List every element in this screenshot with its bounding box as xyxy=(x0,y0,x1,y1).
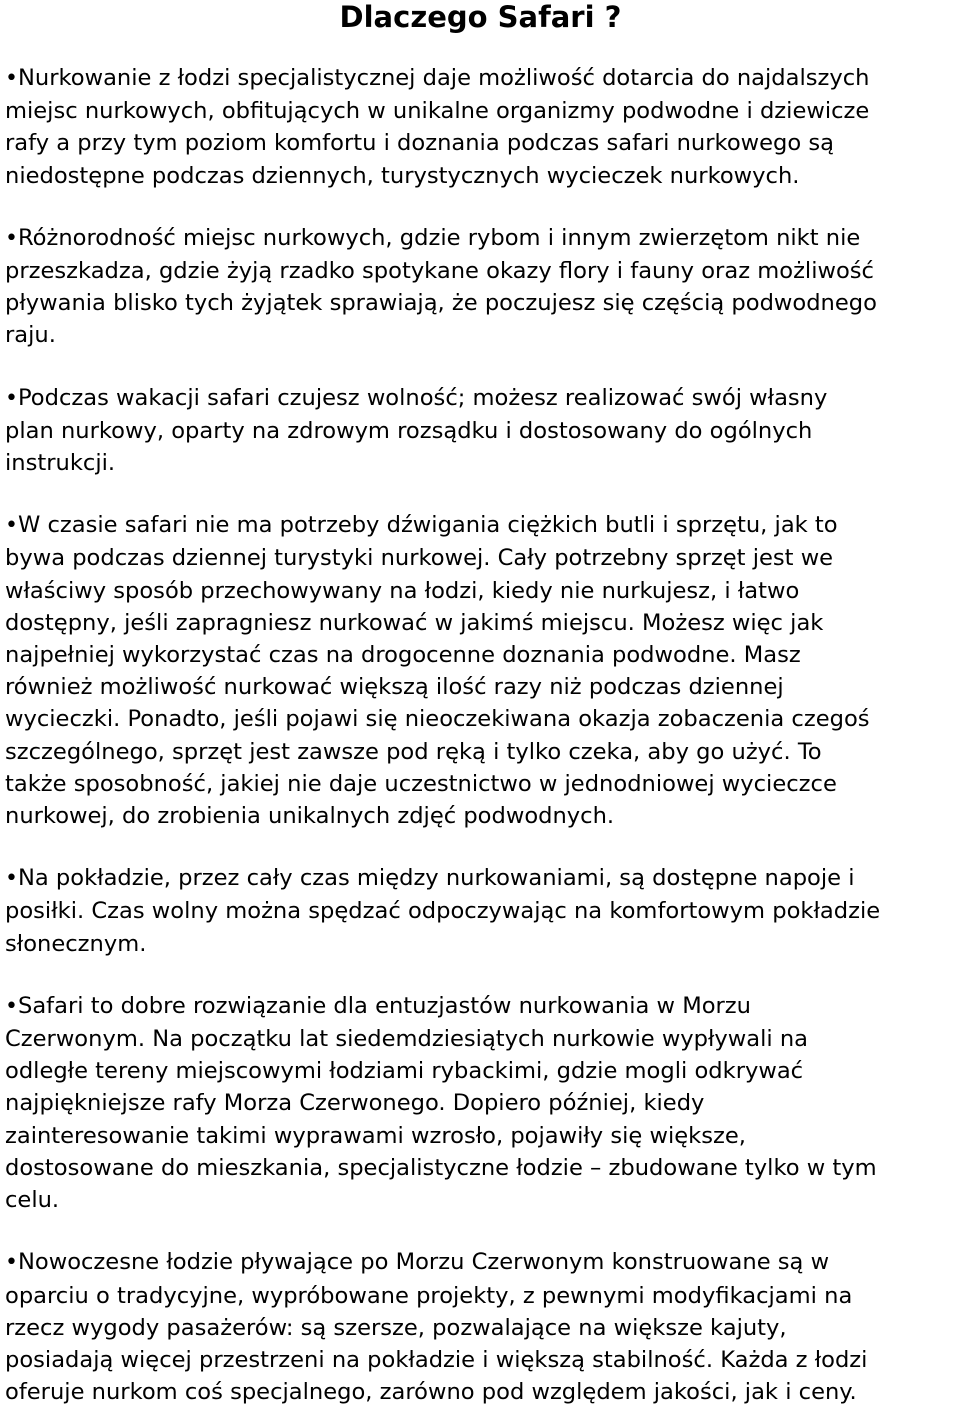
paragraph-line: pływania blisko tych żyjątek sprawiają, że poczujesz się częścią podwodnego xyxy=(5,290,877,317)
paragraph-1 xyxy=(5,62,956,192)
paragraph-6 xyxy=(5,990,956,1216)
paragraph-line: bywa podczas dziennej turystyki nurkowej. Cały potrzebny sprzęt jest we xyxy=(5,545,834,572)
paragraph-line: nurkowej, do zrobienia unikalnych zdjęć podwodnych. xyxy=(5,803,615,830)
page-title: Dlaczego Safari ? xyxy=(339,0,622,34)
paragraph-line: najpiękniejsze rafy Morza Czerwonego. Dopiero później, kiedy xyxy=(5,1090,705,1117)
paragraph-line: dostępny, jeśli zapragniesz nurkować w jakimś miejscu. Możesz więc jak xyxy=(5,609,824,636)
paragraph-line: oferuje nurkom coś specjalnego, zarówno pod względem jakości, jak i ceny. xyxy=(5,1379,857,1406)
paragraph-line: szczególnego, sprzęt jest zawsze pod ręką i tylko czeka, aby go użyć. To xyxy=(5,738,822,765)
paragraph-line: zainteresowanie takimi wyprawami wzrosło, pojawiły się większe, xyxy=(5,1122,746,1149)
paragraph-line: najpełniej wykorzystać czas na drogocenne doznania podwodne. Masz xyxy=(5,642,801,669)
bullet-glyph: • xyxy=(5,866,18,892)
paragraph-line: •Nowoczesne łodzie pływające po Morzu Czerwonym konstruowane są w xyxy=(5,1246,956,1279)
paragraph-line: posiadają więcej przestrzeni na pokładzie i większą stabilność. Każda z łodzi xyxy=(5,1346,868,1373)
bullet-glyph: • xyxy=(5,993,18,1019)
paragraph-line: miejsc nurkowych, obfitujących w unikalne organizmy podwodne i dziewicze xyxy=(5,98,870,125)
paragraph-line: Czerwonym. Na początku lat siedemdziesiątych nurkowie wypływali na xyxy=(5,1026,809,1053)
bullet-glyph: • xyxy=(5,385,18,411)
paragraph-line: przeszkadza, gdzie żyją rzadko spotykane okazy flory i fauny oraz możliwość xyxy=(5,258,874,285)
paragraph-line: •Różnorodność miejsc nurkowych, gdzie rybom i innym zwierzętom nikt nie xyxy=(5,222,956,255)
paragraph-line: instrukcji. xyxy=(5,450,116,477)
bullet-glyph: • xyxy=(5,66,18,91)
paragraph-line: rafy a przy tym poziom komfortu i doznania podczas safari nurkowego są xyxy=(5,130,834,157)
paragraph-line: słonecznym. xyxy=(5,930,147,957)
paragraph-2 xyxy=(5,222,956,352)
paragraph-line: również możliwość nurkować większą ilość razy niż podczas dziennej xyxy=(5,674,784,701)
paragraph-line: •Na pokładzie, przez cały czas między nurkowaniami, są dostępne napoje i xyxy=(5,862,956,895)
paragraph-line: odległe tereny miejscowymi łodziami rybackimi, gdzie mogli odkrywać xyxy=(5,1058,804,1085)
paragraph-line: oparciu o tradycyjne, wypróbowane projekty, z pewnymi modyfikacjami na xyxy=(5,1282,853,1309)
paragraph-line: posiłki. Czas wolny można spędzać odpoczywając na komfortowym pokładzie xyxy=(5,898,881,925)
paragraph-4 xyxy=(5,509,956,832)
paragraph-5 xyxy=(5,862,956,960)
paragraph-line: raju. xyxy=(5,322,56,349)
paragraph-line: plan nurkowy, oparty na zdrowym rozsądku i dostosowany do ogólnych xyxy=(5,417,813,444)
bullet-glyph: • xyxy=(5,1250,18,1276)
paragraph-3 xyxy=(5,382,956,480)
paragraph-line: •W czasie safari nie ma potrzeby dźwigania ciężkich butli i sprzętu, jak to xyxy=(5,509,956,542)
paragraph-line: niedostępne podczas dziennych, turystycznych wycieczek nurkowych. xyxy=(5,162,800,189)
paragraph-line: rzecz wygody pasażerów: są szersze, pozwalające na większe kajuty, xyxy=(5,1314,787,1341)
paragraph-line: •Safari to dobre rozwiązanie dla entuzjastów nurkowania w Morzu xyxy=(5,990,956,1023)
paragraph-line: •Nurkowanie z łodzi specjalistycznej daje możliwość dotarcia do najdalszych xyxy=(5,62,956,95)
paragraph-line: także sposobność, jakiej nie daje uczestnictwo w jednodniowej wycieczce xyxy=(5,770,837,797)
bullet-glyph: • xyxy=(5,225,18,251)
paragraph-line: wycieczki. Ponadto, jeśli pojawi się nieoczekiwana okazja zobaczenia czegoś xyxy=(5,706,870,733)
bullet-glyph: • xyxy=(5,513,18,539)
paragraph-line: •Podczas wakacji safari czujesz wolność; możesz realizować swój własny xyxy=(5,382,956,415)
paragraph-7 xyxy=(5,1246,956,1408)
paragraph-line: właściwy sposób przechowywany na łodzi, kiedy nie nurkujesz, i łatwo xyxy=(5,577,800,604)
paragraph-line: celu. xyxy=(5,1187,60,1214)
paragraph-line: dostosowane do mieszkania, specjalistyczne łodzie – zbudowane tylko w tym xyxy=(5,1154,877,1181)
